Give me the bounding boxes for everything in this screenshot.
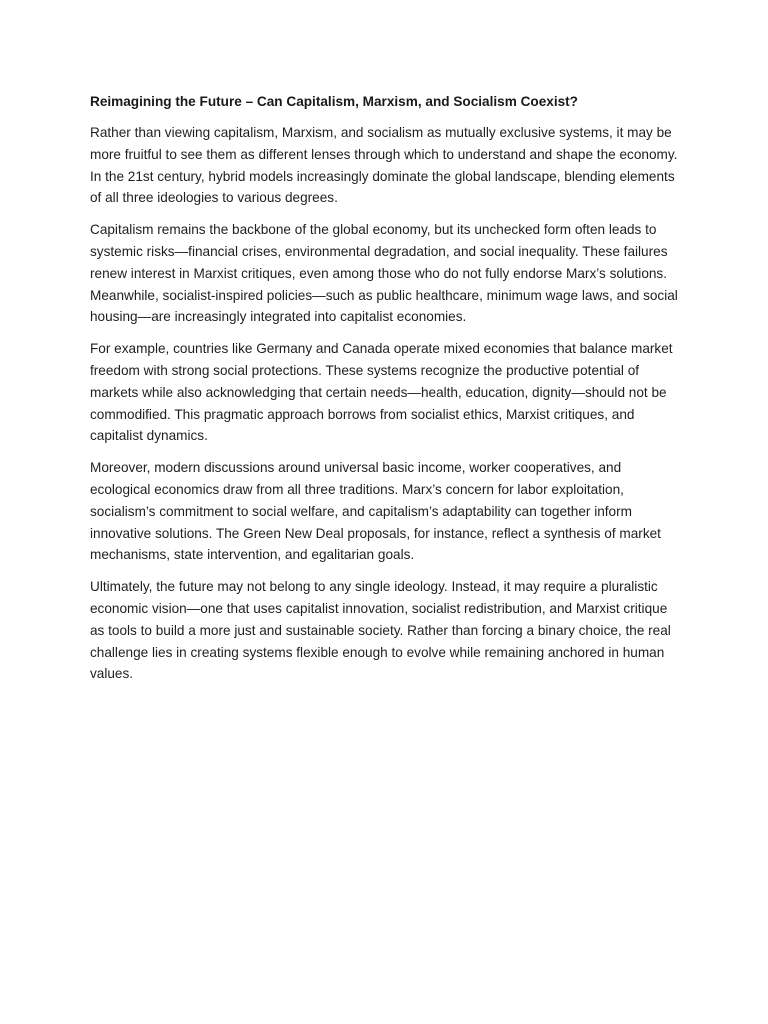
document-body	[90, 92, 680, 695]
paragraph-2: Capitalism remains the backbone of the global economy, but its unchecked form often leads to systemic risks—financial crises, environmental degradation, and social inequality. These failures renew interest in Marxist critiques, even among those who do not fully endorse Marx’s solutions. Meanwhile, socialist-inspired policies—such as public healthcare, minimum wage laws, and social housing—are increasingly integrated into capitalist economies.	[90, 222, 678, 325]
document-title: Reimagining the Future – Can Capitalism, Marxism, and Socialism Coexist?	[90, 94, 578, 109]
paragraph-1: Rather than viewing capitalism, Marxism, and socialism as mutually exclusive systems, it may be more fruitful to see them as different lenses through which to understand and shape the economy. In the 21st century, hybrid models increasingly dominate the global landscape, blending elements of all three ideologies to various degrees.	[90, 125, 678, 206]
paragraph-4: Moreover, modern discussions around universal basic income, worker cooperatives, and ecological economics draw from all three traditions. Marx’s concern for labor exploitation, socialism’s commitment to social welfare, and capitalism’s adaptability can together inform innovative solutions. The Green New Deal proposals, for instance, reflect a synthesis of market mechanisms, state intervention, and egalitarian goals.	[90, 460, 661, 563]
paragraph-3: For example, countries like Germany and Canada operate mixed economies that balance market freedom with strong social protections. These systems recognize the productive potential of markets while also acknowledging that certain needs—health, education, dignity—should not be commodified. This pragmatic approach borrows from socialist ethics, Marxist critiques, and capitalist dynamics.	[90, 341, 673, 444]
paragraph-5: Ultimately, the future may not belong to any single ideology. Instead, it may require a pluralistic economic vision—one that uses capitalist innovation, socialist redistribution, and Marxist critique as tools to build a more just and sustainable society. Rather than forcing a binary choice, the real challenge lies in creating systems flexible enough to evolve while remaining anchored in human values.	[90, 579, 671, 682]
